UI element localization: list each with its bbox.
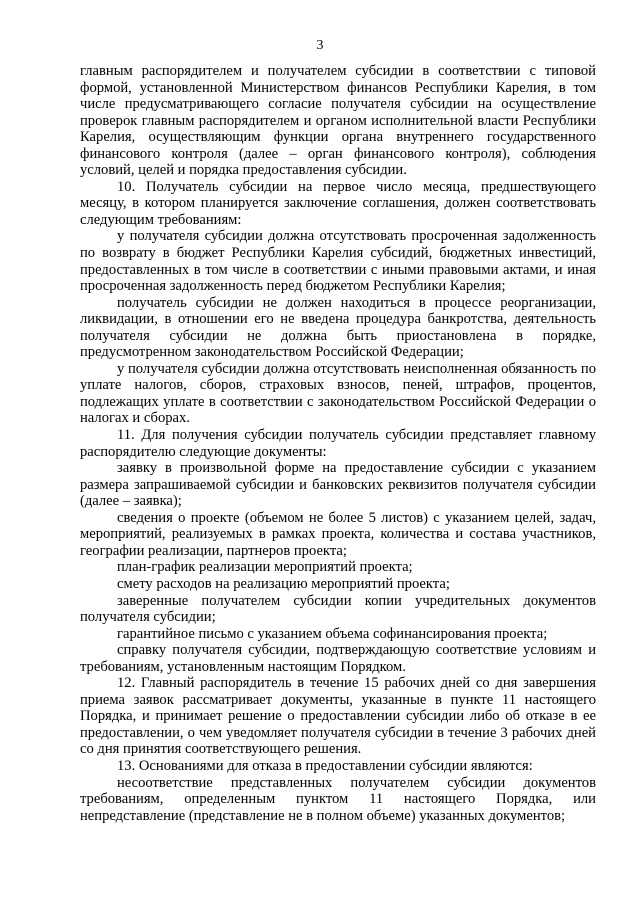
paragraph-clause-10: 10. Получатель субсидии на первое число месяца, предшествующего месяцу, в котором планируется заключение соглашения, должен соответствовать следующим требованиям:: [80, 178, 596, 228]
paragraph-refusal-ground-documents: несоответствие представленных получателем субсидии документов требованиям, определенным пунктом 11 настоящего Порядка, или непредставление (представление не в полном объеме) указанных документов;: [80, 774, 596, 824]
document-body: [80, 63, 596, 824]
paragraph-clause-13: 13. Основаниями для отказа в предоставлении субсидии являются:: [117, 757, 533, 774]
paragraph-document-schedule: план-график реализации мероприятий проекта;: [117, 559, 413, 576]
paragraph-document-compliance-certificate: справку получателя субсидии, подтверждающую соответствие условиям и требованиям, установленным настоящим Порядком.: [80, 642, 596, 675]
paragraph-requirement-reorganization: получатель субсидии не должен находиться в процессе реорганизации, ликвидации, в отношении его не введена процедура банкротства, деятельность получателя субсидии не должна быть приостановлена в порядке, предусмотренном законодательством Российской Федерации;: [80, 294, 596, 361]
paragraph-document-guarantee-letter: гарантийное письмо с указанием объема софинансирования проекта;: [117, 625, 548, 642]
paragraph-document-estimate: смету расходов на реализацию мероприятий проекта;: [117, 575, 450, 592]
paragraph-clause-11: 11. Для получения субсидии получатель субсидии представляет главному распорядителю следующие документы:: [80, 427, 596, 460]
page-number: 3: [316, 38, 324, 53]
paragraph-document-project-info: сведения о проекте (объемом не более 5 листов) с указанием целей, задач, мероприятий, реализуемых в рамках проекта, количества и состава участников, географии реализации, партнеров проекта;: [80, 509, 596, 559]
paragraph-requirement-taxes: у получателя субсидии должна отсутствовать неисполненная обязанность по уплате налогов, сборов, страховых взносов, пеней, штрафов, процентов, подлежащих уплате в соответствии с законодательством Российской Федерации о налогах и сборах.: [80, 360, 596, 427]
paragraph-document-charter-copies: заверенные получателем субсидии копии учредительных документов получателя субсидии;: [80, 592, 596, 626]
paragraph-document-application: заявку в произвольной форме на предоставление субсидии с указанием размера запрашиваемой субсидии и банковских реквизитов получателя субсидии (далее – заявка);: [80, 460, 596, 510]
paragraph-requirement-debt: у получателя субсидии должна отсутствовать просроченная задолженность по возврату в бюджет Республики Карелия субсидий, бюджетных инвестиций, предоставленных в том числе в соответствии с иными правовыми актами, и иная просроченная задолженность перед бюджетом Республики Карелия;: [80, 228, 596, 295]
paragraph-clause-12: 12. Главный распорядитель в течение 15 рабочих дней со дня завершения приема заявок рассматривает документы, указанные в пункте 11 настоящего Порядка, и принимает решение о предоставлении субсидии либо об отказе в ее предоставлении, о чем уведомляет получателя субсидии в течение 3 рабочих дней со дня принятия соответствующего решения.: [80, 675, 596, 758]
paragraph-continuation: главным распорядителем и получателем субсидии в соответствии с типовой формой, установленной Министерством финансов Республики Карелия, в том числе предусматривающего согласие получателя субсидии на осуществление проверок главным распорядителем и органом исполнительной власти Республики Карелия, осуществляющим функции органа внутреннего государственного финансового контроля (далее – орган финансового контроля), соблюдения условий, целей и порядка предоставления субсидии.: [80, 63, 596, 179]
